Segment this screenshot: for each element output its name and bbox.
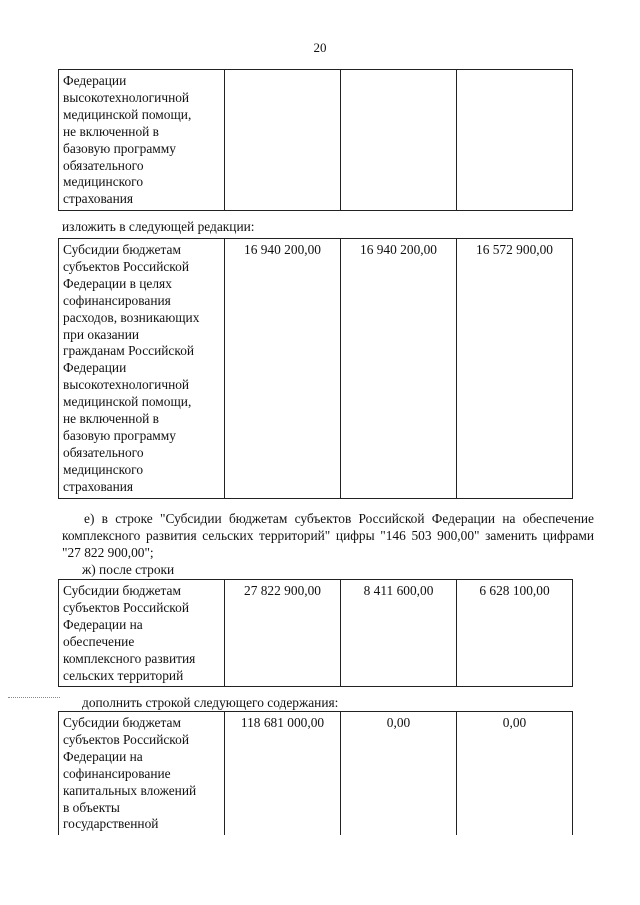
row-description: Федерации высокотехнологичной медицинской помощи, не включенной в базовую программу обязательного медицинского страхования bbox=[59, 70, 225, 211]
table-row bbox=[59, 580, 573, 687]
add-row-instruction: дополнить строкой следующего содержания: bbox=[82, 695, 339, 710]
amount-year-3: 0,00 bbox=[457, 712, 573, 836]
amount-year-3 bbox=[457, 70, 573, 211]
row-description: Субсидии бюджетам субъектов Российской Федерации в целях софинансирования расходов, возникающих при оказании гражданам Российской Федерации высокотехнологичной медицинской помощи, не включенной в базовую программу обязательного медицинского страхования bbox=[59, 239, 225, 499]
after-row-instruction: ж) после строки bbox=[82, 562, 175, 577]
amount-year-2: 16 940 200,00 bbox=[341, 239, 457, 499]
amount-year-2: 0,00 bbox=[341, 712, 457, 836]
amount-year-1: 16 940 200,00 bbox=[225, 239, 341, 499]
amount-year-2: 8 411 600,00 bbox=[341, 580, 457, 687]
amount-year-3: 6 628 100,00 bbox=[457, 580, 573, 687]
amount-year-1: 27 822 900,00 bbox=[225, 580, 341, 687]
amount-year-1: 118 681 000,00 bbox=[225, 712, 341, 836]
edit-instruction: изложить в следующей редакции: bbox=[62, 219, 255, 234]
budget-table-previous-row bbox=[58, 69, 573, 211]
row-description: Субсидии бюджетам субъектов Российской Федерации на обеспечение комплексного развития сельских территорий bbox=[59, 580, 225, 687]
table-row bbox=[59, 70, 573, 211]
amount-year-1 bbox=[225, 70, 341, 211]
budget-table-added-row bbox=[58, 711, 573, 835]
page-number: 20 bbox=[313, 40, 327, 55]
budget-table-reference-row bbox=[58, 579, 573, 687]
budget-table-new-wording bbox=[58, 238, 573, 499]
paragraph-e: е) в строке "Субсидии бюджетам субъектов Российской Федерации на обеспечение комплексного развития сельских территорий" цифры "146 503 900,00" заменить цифрами "27 822 900,00"; bbox=[62, 511, 594, 560]
table-row bbox=[59, 239, 573, 499]
row-description: Субсидии бюджетам субъектов Российской Федерации на софинансирование капитальных вложений в объекты государственной bbox=[59, 712, 225, 836]
amount-year-3: 16 572 900,00 bbox=[457, 239, 573, 499]
amount-year-2 bbox=[341, 70, 457, 211]
margin-mark bbox=[8, 697, 60, 698]
table-row bbox=[59, 712, 573, 836]
